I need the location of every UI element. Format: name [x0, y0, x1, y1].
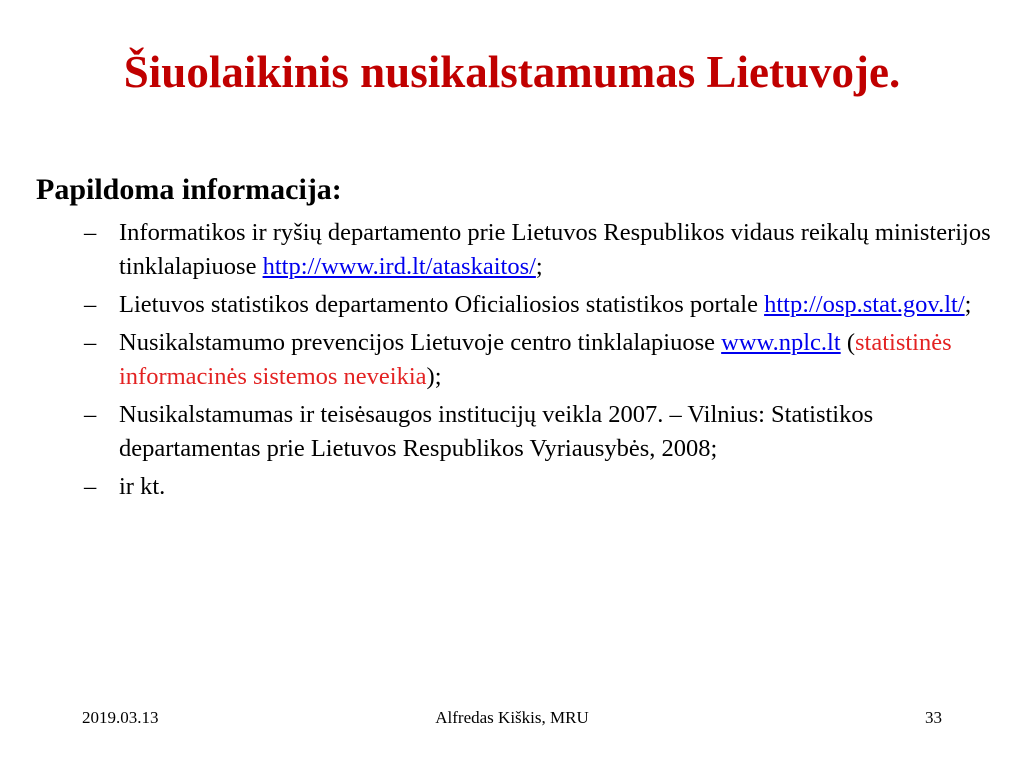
ird-link[interactable]: http://www.ird.lt/ataskaitos/ [262, 253, 536, 280]
list-dash: – [84, 473, 97, 500]
item-text: Nusikalstamumo prevencijos Lietuvoje centro tinklalapiuose [119, 329, 722, 356]
list-item [36, 470, 1006, 504]
footer-page-number: 33 [925, 708, 942, 727]
note-warning: statistinės informacinės sistemos neveikia [119, 329, 952, 390]
item-paren: ( [840, 329, 855, 356]
list-item [36, 398, 1006, 466]
item-punct: ; [535, 253, 543, 280]
list-item [36, 288, 1006, 322]
list-dash: – [84, 329, 97, 356]
section-heading: Papildoma informacija: [36, 173, 342, 206]
info-list [36, 216, 1006, 504]
list-dash: – [84, 401, 97, 428]
footer-date: 2019.03.13 [82, 708, 159, 727]
osp-link[interactable]: http://osp.stat.gov.lt/ [764, 291, 965, 318]
item-text: ir kt. [119, 473, 166, 500]
list-dash: – [84, 291, 97, 318]
item-text: Lietuvos statistikos departamento Oficialiosios statistikos portale [119, 291, 765, 318]
item-punct: ); [426, 363, 442, 390]
list-dash: – [84, 219, 97, 246]
item-text: Nusikalstamumas ir teisėsaugos institucijų veikla 2007. – Vilnius: Statistikos departamentas prie Lietuvos Respublikos Vyriausybės, 2008; [119, 401, 874, 462]
slide-title: Šiuolaikinis nusikalstamumas Lietuvoje. [123, 47, 901, 97]
slide-content [36, 170, 1006, 508]
list-item [36, 326, 1006, 394]
list-item [36, 216, 1006, 284]
footer-author: Alfredas Kiškis, MRU [435, 708, 589, 727]
item-punct: ; [964, 291, 972, 318]
nplc-link[interactable]: www.nplc.lt [721, 329, 841, 356]
item-text: Informatikos ir ryšių departamento prie Lietuvos Respublikos vidaus reikalų ministerijos tinklalapiuose [119, 219, 991, 280]
